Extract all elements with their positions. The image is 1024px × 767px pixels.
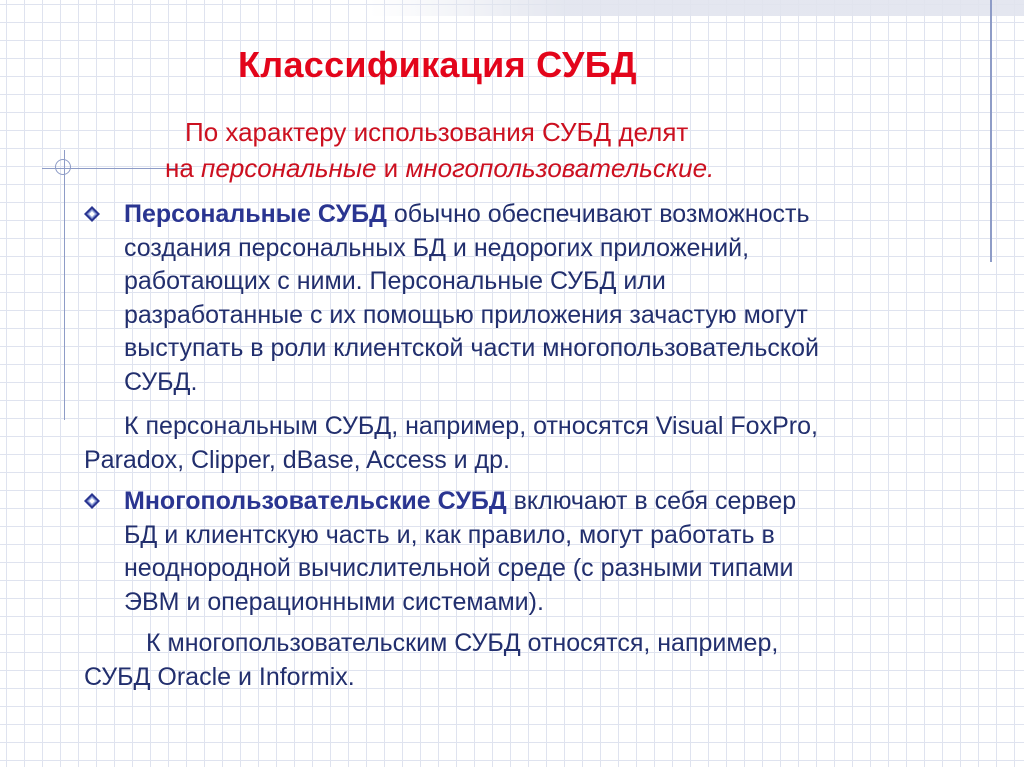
bullet-text: включают в себя сервер [506, 487, 797, 515]
bullet-line: разработанные с их помощью приложения зачастую могут [124, 300, 808, 329]
bullet-line: создания персональных БД и недорогих приложений, [124, 233, 750, 262]
note-personal-examples [84, 410, 964, 477]
top-decor-band [370, 0, 1024, 16]
diamond-bullet-icon [84, 493, 100, 509]
note-line: СУБД Oracle и Informix. [84, 662, 355, 691]
bullet-line [124, 198, 984, 232]
bullet-line: ЭВМ и операционными системами). [124, 587, 544, 616]
bullet-line: СУБД. [124, 367, 198, 396]
note-line: К персональным СУБД, например, относятся Visual FoxPro, [124, 412, 818, 440]
bullet-heading: Многопользовательские СУБД [124, 487, 507, 515]
left-decor-line [64, 150, 65, 420]
crosshair-circle-icon [55, 159, 71, 175]
bullet-heading: Персональные СУБД [124, 200, 387, 228]
slide-title: Классификация СУБД [238, 44, 637, 85]
bullet-multiuser-dbms [124, 485, 984, 619]
bullet-line: неоднородной вычислительной среде (с разными типами [124, 554, 794, 583]
right-decor-line [990, 0, 992, 262]
subtitle-prefix: на [165, 153, 202, 183]
subtitle-line-2 [165, 150, 925, 186]
bullet-line: работающих с ними. Персональные СУБД или [124, 267, 666, 296]
note-line: К многопользовательским СУБД относятся, например, [146, 629, 779, 657]
term-personal: персональные [201, 153, 377, 183]
diamond-bullet-icon [84, 206, 100, 222]
subtitle-line-1: По характеру использования СУБД делят [185, 117, 689, 147]
note-line: Paradox, Clipper, dBase, Access и др. [84, 445, 510, 474]
term-multiuser: многопользовательские. [405, 153, 715, 183]
slide-subtitle [165, 114, 925, 186]
bullet-personal-dbms [124, 198, 984, 400]
bullet-line: выступать в роли клиентской части многопользовательской [124, 334, 820, 363]
bullet-text: обычно обеспечивают возможность [386, 200, 810, 228]
bullet-line: БД и клиентскую часть и, как правило, могут работать в [124, 520, 775, 549]
bullet-line [124, 485, 984, 519]
note-multiuser-examples [84, 627, 964, 694]
subtitle-conjunction: и [376, 153, 406, 183]
